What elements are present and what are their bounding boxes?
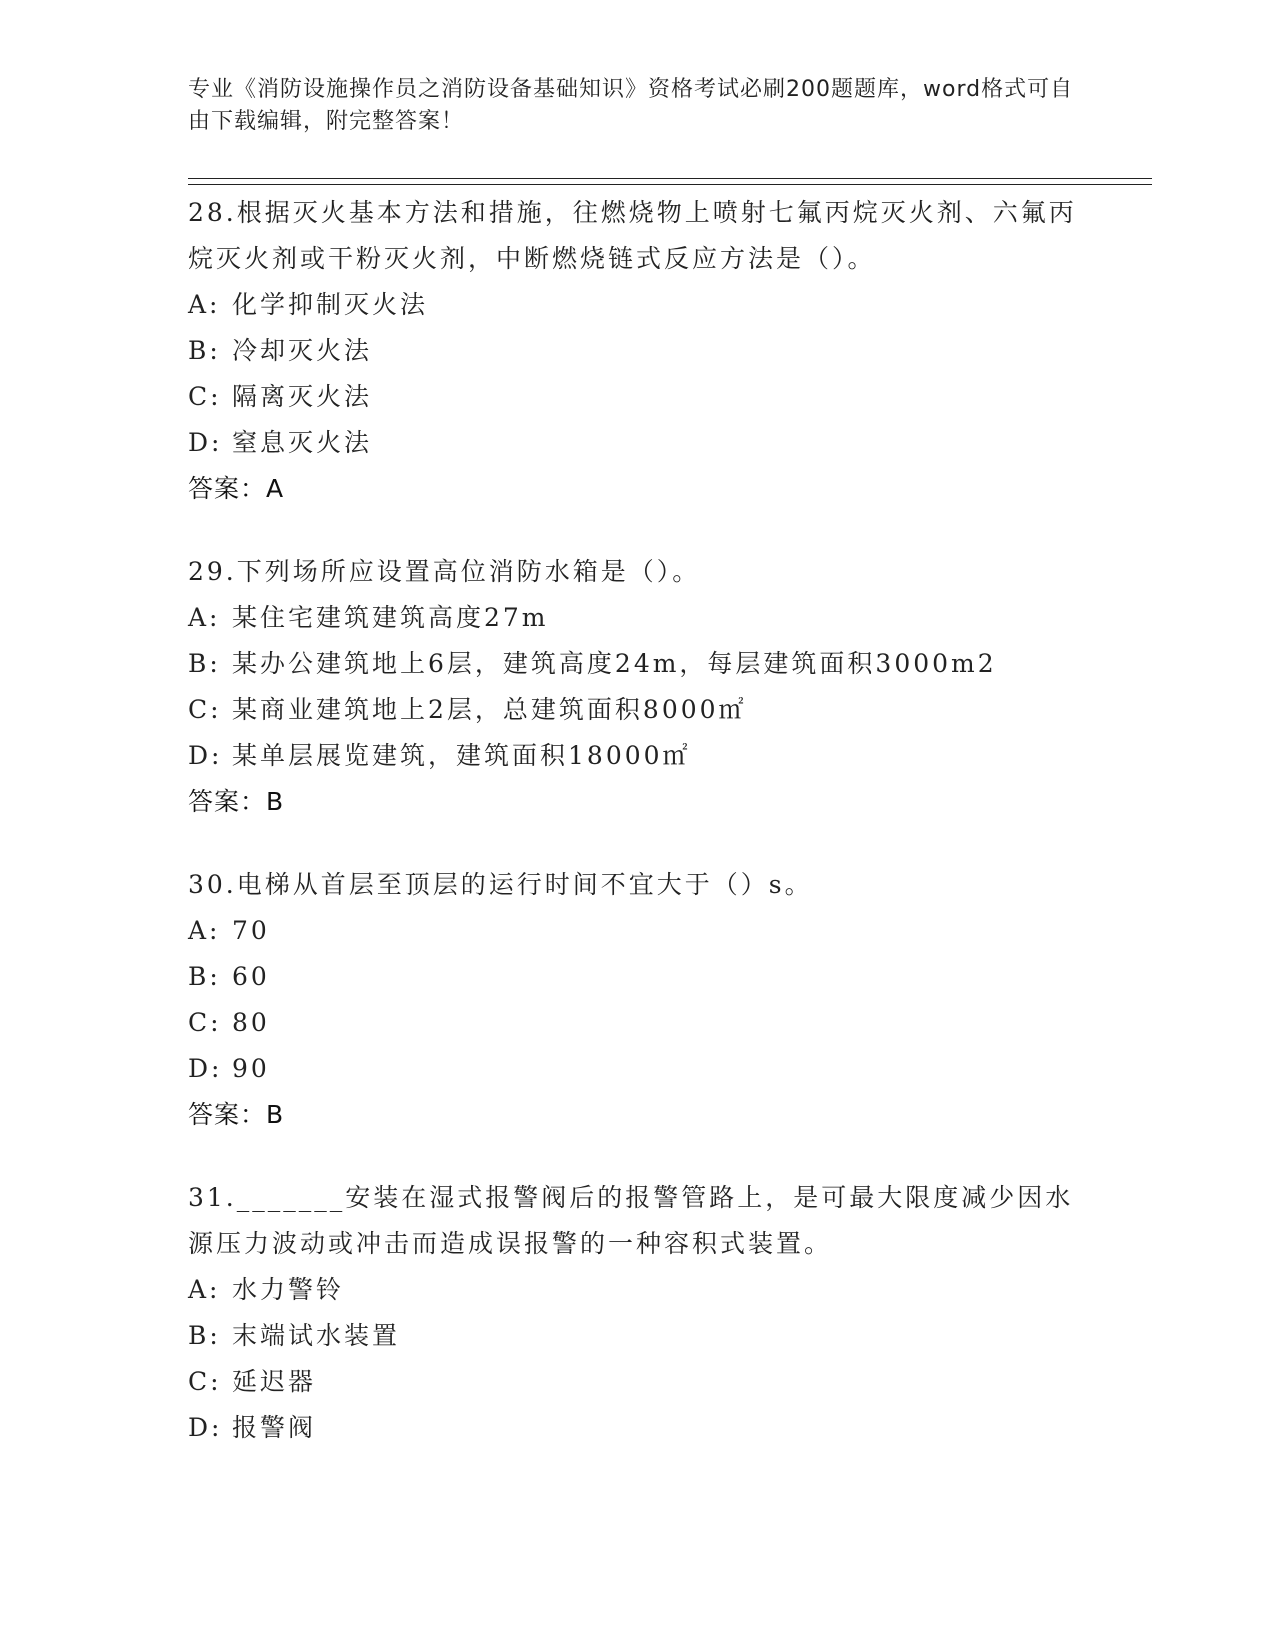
option-text: 60 <box>232 962 270 991</box>
option-label: B: <box>188 962 221 991</box>
option-label: B: <box>188 336 221 365</box>
option-text: 窒息灭火法 <box>232 428 373 457</box>
option-text: 隔离灭火法 <box>232 382 373 411</box>
option-c <box>188 1000 1088 1046</box>
option-text: 某住宅建筑建筑高度27m <box>232 603 549 632</box>
question-text: 31._______安装在湿式报警阀后的报警管路上，是可最大限度减少因水源压力波动或冲击而造成误报警的一种容积式装置。 <box>188 1183 1074 1258</box>
question-31 <box>188 1175 1088 1451</box>
option-a <box>188 595 1088 641</box>
option-text: 70 <box>232 916 270 945</box>
option-label: C: <box>188 1008 222 1037</box>
option-text: 化学抑制灭火法 <box>232 290 429 319</box>
option-label: A: <box>188 603 221 632</box>
answer-line: 答案：B <box>188 1100 285 1129</box>
answer-line: 答案：A <box>188 474 285 503</box>
option-label: C: <box>188 382 222 411</box>
document-header: 专业《消防设施操作员之消防设备基础知识》资格考试必刷200题题库，word格式可自由下载编辑，附完整答案！ <box>188 77 1074 134</box>
option-b <box>188 954 1088 1000</box>
option-d <box>188 1405 1088 1451</box>
header-divider <box>188 178 1152 185</box>
question-text: 29.下列场所应设置高位消防水箱是（）。 <box>188 557 701 586</box>
option-a <box>188 1267 1088 1313</box>
option-label: D: <box>188 1413 223 1442</box>
option-b <box>188 1313 1088 1359</box>
option-d <box>188 733 1088 779</box>
option-d <box>188 420 1088 466</box>
question-29 <box>188 549 1088 825</box>
option-a <box>188 282 1088 328</box>
option-text: 水力警铃 <box>232 1275 345 1304</box>
option-label: D: <box>188 1054 223 1083</box>
option-text: 末端试水装置 <box>232 1321 401 1350</box>
option-text: 报警阀 <box>232 1413 317 1442</box>
option-c <box>188 374 1088 420</box>
option-text: 某办公建筑地上6层，建筑高度24m，每层建筑面积3000m2 <box>232 649 997 678</box>
option-c <box>188 687 1088 733</box>
question-28 <box>188 190 1088 512</box>
option-label: C: <box>188 695 222 724</box>
question-text: 30.电梯从首层至顶层的运行时间不宜大于（）s。 <box>188 870 813 899</box>
option-label: A: <box>188 1275 221 1304</box>
option-label: C: <box>188 1367 222 1396</box>
option-c <box>188 1359 1088 1405</box>
answer-line: 答案：B <box>188 787 285 816</box>
option-label: B: <box>188 649 221 678</box>
option-label: D: <box>188 741 223 770</box>
option-label: A: <box>188 916 221 945</box>
question-list <box>188 190 1088 1488</box>
option-b <box>188 328 1088 374</box>
option-text: 80 <box>232 1008 270 1037</box>
option-label: D: <box>188 428 223 457</box>
option-label: B: <box>188 1321 221 1350</box>
option-b <box>188 641 1088 687</box>
option-text: 冷却灭火法 <box>232 336 373 365</box>
option-d <box>188 1046 1088 1092</box>
option-text: 90 <box>232 1054 270 1083</box>
option-text: 某商业建筑地上2层，总建筑面积8000㎡ <box>232 695 747 724</box>
option-text: 延迟器 <box>232 1367 317 1396</box>
option-label: A: <box>188 290 221 319</box>
question-30 <box>188 862 1088 1138</box>
option-a <box>188 908 1088 954</box>
question-text: 28.根据灭火基本方法和措施，往燃烧物上喷射七氟丙烷灭火剂、六氟丙烷灭火剂或干粉灭火剂，中断燃烧链式反应方法是（）。 <box>188 198 1077 273</box>
option-text: 某单层展览建筑，建筑面积18000㎡ <box>232 741 691 770</box>
